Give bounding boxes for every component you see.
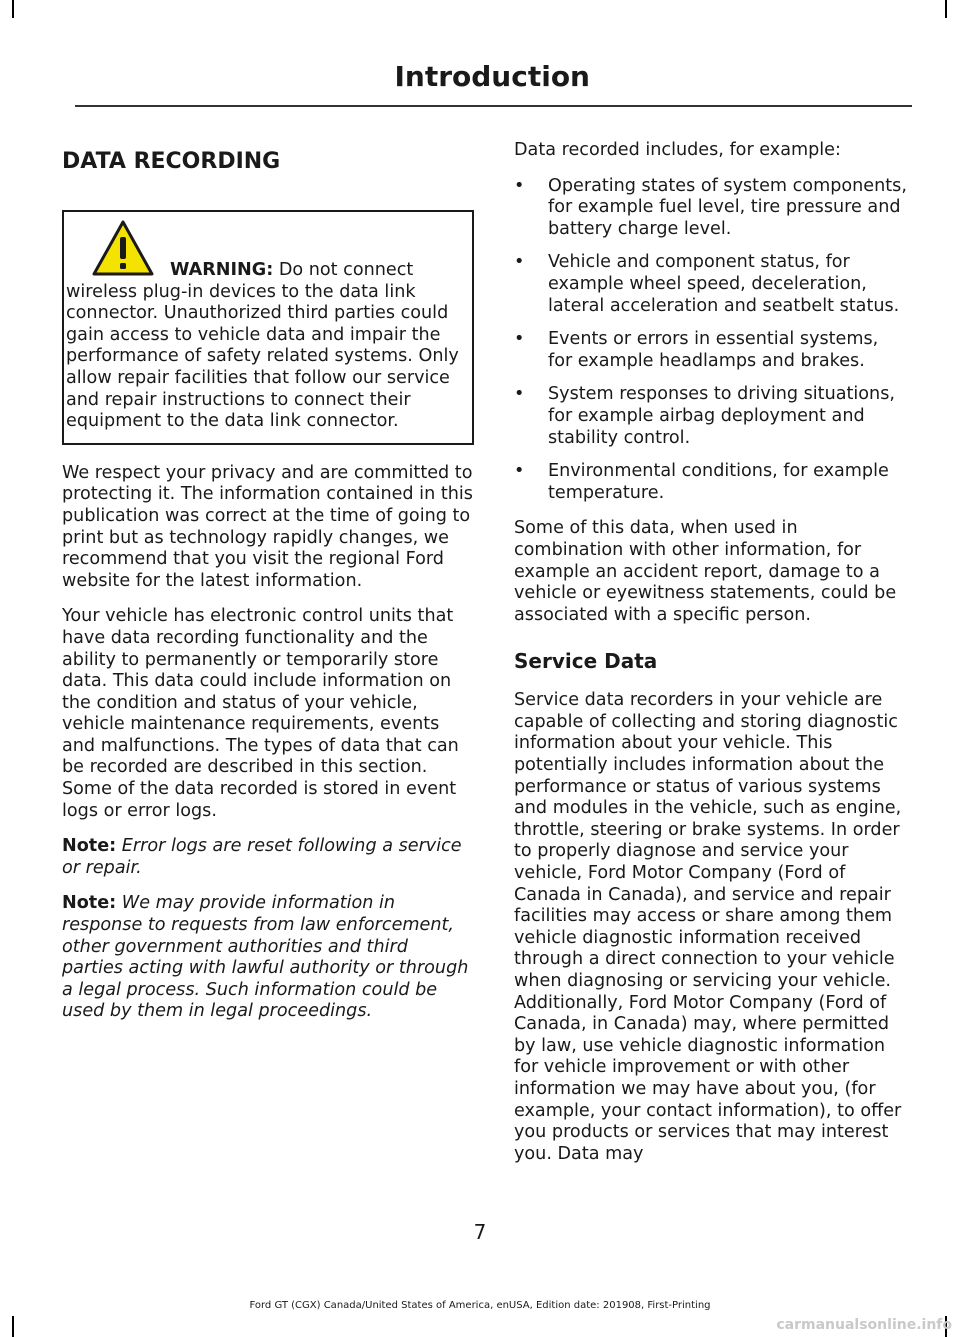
- list-item-text: Operating states of system components, for example fuel level, tire pressure and battery charge level.: [548, 175, 907, 239]
- bullet-marker: •: [514, 329, 525, 350]
- bullet-marker: •: [514, 384, 525, 405]
- note-text: We may provide information in response to requests from law enforcement, other government authorities and third parties acting with lawful authority or through a legal process. Such information could be used by them in legal proceedings.: [62, 893, 469, 1022]
- right-column: [514, 140, 908, 1179]
- watermark: carmanualsonline.info: [776, 1317, 952, 1333]
- list-item: [514, 176, 908, 241]
- crop-mark-top-right: [945, 0, 947, 18]
- left-column: [62, 140, 474, 1037]
- list-item: [514, 252, 908, 317]
- list-item: [514, 461, 908, 504]
- note-label: Note:: [62, 893, 117, 914]
- page-title: Introduction: [394, 60, 590, 93]
- bullets-intro: Data recorded includes, for example:: [514, 140, 841, 160]
- paragraph-ecu: Your vehicle has electronic control units that have data recording functionality and the ability to permanently or temporarily store data. This data could include information on the condition and status of your vehicle, vehicle maintenance requirements, events and malfunctions. The types of data that can be recorded are described in this section. Some of the data recorded is stored in event logs or error logs.: [62, 606, 459, 821]
- title-divider: [75, 105, 912, 107]
- list-item: [514, 329, 908, 372]
- warning-body: Do not connect wireless plug-in devices to the data link connector. Unauthorized third parties could gain access to vehicle data and impair the performance of safety related systems. Only allow repair facilities that follow our service and repair instructions to connect their equipment to the data link connector.: [66, 260, 459, 432]
- warning-triangle-icon: [92, 220, 154, 276]
- paragraph-association: Some of this data, when used in combination with other information, for example an accident report, damage to a vehicle or eyewitness statements, could be associated with a specific person.: [514, 518, 897, 625]
- section-heading: DATA RECORDING: [62, 149, 281, 174]
- bullet-marker: •: [514, 461, 525, 482]
- list-item-text: System responses to driving situations, for example airbag deployment and stability control.: [548, 384, 895, 448]
- bullet-marker: •: [514, 252, 525, 273]
- edition-footer: Ford GT (CGX) Canada/United States of America, enUSA, Edition date: 201908, First-Printing: [249, 1300, 711, 1311]
- subheading-service-data: Service Data: [514, 649, 658, 674]
- crop-mark-bottom-left: [12, 1316, 14, 1337]
- list-item: [514, 384, 908, 449]
- list-item-text: Events or errors in essential systems, for example headlamps and brakes.: [548, 329, 879, 371]
- note-text: Error logs are reset following a service or repair.: [62, 836, 462, 878]
- warning-box: [62, 210, 474, 445]
- paragraph-service-data: Service data recorders in your vehicle are capable of collecting and storing diagnostic information about your vehicle. This potentially includes information about the performance or status of various systems and modules in the vehicle, such as engine, throttle, steering or brake systems. In order to properly diagnose and service your vehicle, Ford Motor Company (Ford of Canada in Canada), and service and repair facilities may access or share among them vehicle diagnostic information received through a direct connection to your vehicle when diagnosing or servicing your vehicle. Additionally, Ford Motor Company (Ford of Canada, in Canada) may, where permitted by law, use vehicle diagnostic information for vehicle improvement or with other information we may have about you, (for example, your contact information), to offer you products or services that may interest you. Data may: [514, 690, 902, 1164]
- page-number: 7: [473, 1220, 487, 1244]
- list-item-text: Environmental conditions, for example temperature.: [548, 461, 889, 503]
- note-law-enforcement: [62, 893, 474, 1023]
- crop-mark-top-left: [12, 0, 14, 18]
- list-item-text: Vehicle and component status, for example wheel speed, deceleration, lateral acceleration and seatbelt status.: [548, 252, 900, 316]
- bullet-marker: •: [514, 175, 525, 196]
- data-recorded-list: [514, 176, 908, 505]
- warning-label: WARNING:: [170, 260, 274, 280]
- note-label: Note:: [62, 836, 117, 857]
- paragraph-privacy: We respect your privacy and are committed to protecting it. The information contained in this publication was correct at the time of going to print but as technology rapidly changes, we recommend that you visit the regional Ford website for the latest information.: [62, 462, 473, 591]
- note-error-logs: [62, 836, 474, 879]
